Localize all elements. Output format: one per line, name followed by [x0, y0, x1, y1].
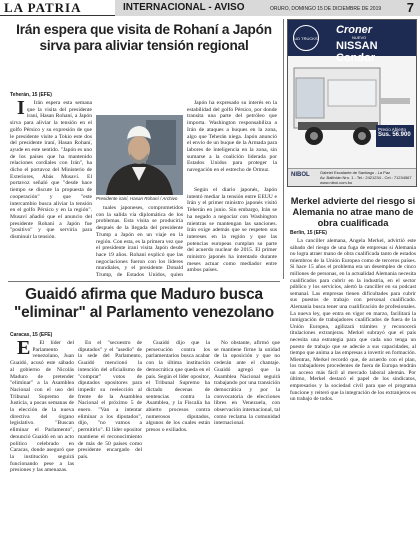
truck-advertisement[interactable] — [287, 19, 417, 187]
article-column — [96, 205, 183, 277]
drop-cap: E — [17, 340, 31, 359]
article-text: La canciller alemana, Angela Merkel, advirtió este sábado del riesgo de una fuga de empresas si Alemania no logra atraer mano de obra cualificada tanto de estados miembros de la Unión Europea como de terceros países. Si hace 15 años el problema era un desempleo de cinco millones de personas, en la actualidad Alemania necesita cualificados para cubrir en la industria, en el sector público y los servicios, alertó la canciller en su podcast semanal. Las empresas tienen dificultades para cubrir sus puestos de trabajo con personal cualificado. Alemania busca tener una cualificación de profesionales. La nueva ley, que entra en vigor en marzo, facilitará la inmigración de trabajadores cualificados de fuera de la Unión Europea, agilizará trámites y reconocerá titulaciones extranjeras. Merkel subrayó que el país necesita una estrategia para que cada uno tenga un puesto de trabajo que se adecúe a sus capacidades, al tiempo que anima a las empresas a invertir en formación. Mientras, Merkel recordó que, de acuerdo con el plan, los trabajadores procedentes de fuera de Europa tendrán un acceso más fácil al mercado laboral alemán. Por último, Merkel destacó el papel de los sindicatos, empresarios y la sociedad civil para que el programa funcione y reiteró que la integración de los extranjeros es un trabajo de todos. — [290, 238, 416, 403]
article-column — [10, 340, 74, 544]
article-column — [78, 340, 142, 544]
article-text: Guaidó dijo que la persecución contra los parlamentarios busca acabar con la última institución democrática que queda en el país. Según el líder opositor, el Tribunal Supremo ha dictado decenas de sentencias contra la Asamblea, y la Fiscalía ha abierto procesos contra numerosos diputados, algunos de los cuales están presos o exiliados. — [146, 340, 210, 434]
ud-trucks-logo: UD TRUCKS — [293, 25, 319, 51]
drop-cap: I — [17, 100, 25, 119]
photo-caption: Presidente iraní, Hasan Rohaní / Archivo — [96, 196, 178, 201]
article-text: Irán espera esta semana que la visita del presidente iraní, Hasan Rohaní, a Japón sirva para aliviar la tensión en el golfo Pérsico y su expresión de que le presidente visite a Tokio este dos del presidente iraní, Hasan Rohaní, ayude en este sentido. "Japón es uno de los países que ha mantenido relaciones cordiales con Irán", ha dicho el portavoz del Ministerio de Exteriores, Abás Musaví. El portavoz señaló que "desde hace tiempo se discute la propuesta de cooperación" y que "este intercambio busca aliviar la tensión en el golfo Pérsico y en la región". Musaví añadió que el anuncio del presidente Rohaní a Japón fue "positivo" y que serviría para disminuir la tensión. — [10, 100, 92, 241]
ad-new-label: NUEVO — [352, 35, 367, 40]
article-text: Según el diario japonés, Japón intentó mediar la tensión entre EEUU e Irán y el primer ministro japonés visitó Teherán en junio. Sin embargo, Irán se ha negado a negociar con Washington mientras se mantengan las sanciones. Irán exige además que se respeten sus intereses en la región y que las potencias europeas cumplan su parte del acuerdo nuclear de 2015. El primer ministro japonés ha intentado durante meses actuar como mediador entre ambos países. — [187, 187, 277, 274]
dealer-logo: NIBOL — [291, 172, 310, 178]
rohani-photo — [96, 115, 183, 195]
page-number: 7 — [406, 0, 414, 15]
article-text: Japón ha expresado su interés en la estabilidad del golfo Pérsico, por donde transita una parte del petróleo que importa. Washington responsabiliza a Irán de ataques a buques en la zona, algo que Teherán niega. Japón anunció el envío de un buque de la Armada para labores de inteligencia en la zona, sin sumarse a la coalición liderada por Estados Unidos para proteger la navegación en el estrecho de Ormuz. — [187, 100, 277, 174]
dealer-web: www.nibol.com.bo — [320, 179, 353, 185]
column-divider — [283, 19, 284, 279]
newspaper-logo: LA PATRIA — [4, 0, 82, 15]
article-column — [187, 100, 277, 184]
article-title-merkel: Merkel advierte del riesgo si Alemania no atrae mano de obra cualificada — [290, 196, 416, 228]
portrait-image — [96, 115, 183, 195]
ad-price: Sus. 56.900 — [378, 131, 411, 138]
dateline: ORURO, DOMINGO 15 DE DICIEMBRE DE 2019 — [270, 6, 382, 12]
article-byline-merkel: Berlín, 15 (EFE) — [290, 230, 327, 236]
ad-price-label: Precio Abierto — [378, 127, 407, 132]
article-text: El líder del Parlamento venezolano, Juan Guaidó, acusó este sábado al gobierno de Nicolás Maduro de pretender "eliminar" a la Asamblea Nacional con el uso del Tribunal Supremo de Justicia, a pocas semanas de la elección de la nueva directiva del órgano legislativo. "Buscan eliminar el Parlamento", denunció Guaidó en un acto político celebrado en Caracas, donde aseguró que la institución seguirá funcionando pese a las presiones y las amenazas. — [10, 340, 74, 474]
horizontal-divider — [8, 281, 280, 282]
title-line: Guaidó afirma que Maduro busca — [25, 286, 263, 303]
article-byline-iran: Teherán, 15 (EFE) — [10, 92, 52, 98]
article-text: tuales japoneses, comprometidos con la salida vía diplomática de los problemas. Esta visita se produciría después de la llegada del presidente Trump a Japón en un viaje en la región. Con esta, es la primera vez que el presidente iraní visita Japón desde hace 19 años. Rohaní explicó que las negociaciones fueron con los líderes mundiales, y el presidente Donald Trump, de Estados Unidos, quien — [96, 205, 183, 277]
article-text: En el "secuestro de diputados" y el "asedio" de la sede del Parlamento, Guaidó mencionó la intención del oficialismo de "comprar" votos de diputados opositores para impedir su reelección al frente de la Asamblea Nacional el próximo 5 de enero. "Van a intentar eliminar a los diputados", dijo, "no vamos a permitirlo". El líder opositor mantiene el reconocimiento de más de 50 países como presidente encargado del país. — [78, 340, 142, 460]
section-banner: INTERNACIONAL - AVISO — [115, 0, 420, 16]
article-column — [187, 187, 277, 277]
article-column — [214, 340, 280, 544]
ad-dealer-info — [288, 168, 416, 186]
article-column — [10, 100, 92, 276]
ad-price-box — [376, 125, 414, 147]
ad-model: NISSAN Condor — [336, 40, 378, 64]
article-column — [290, 238, 416, 542]
article-byline-guaido: Caracas, 15 (EFE) — [10, 332, 53, 338]
article-text: No obstante, afirmó que se mantiene firme la unidad de la oposición y que no cederán ante el chantaje. Guaidó agregó que la Asamblea Nacional seguirá trabajando por una transición democrática y por la convocatoria de elecciones libres en Venezuela, con observación internacional, tal como reclama la comunidad internacional. — [214, 340, 280, 427]
dealer-phone: Av. Ballivián Nro. 1 - Tel.: 2421234 - Cel.: 71234567 — [320, 174, 412, 180]
article-title-guaido — [10, 286, 278, 322]
dealer-address: Gabriel Escalante de Santiago - La Paz — [320, 170, 391, 175]
title-line: "eliminar" al Parlamento venezolano — [14, 304, 274, 321]
article-title-iran: Irán espera que visita de Rohaní a Japón sirva para aliviar tensión regional — [16, 22, 272, 53]
ad-brand: Croner — [336, 24, 373, 36]
ad-banner — [288, 20, 416, 64]
article-column — [146, 340, 210, 544]
